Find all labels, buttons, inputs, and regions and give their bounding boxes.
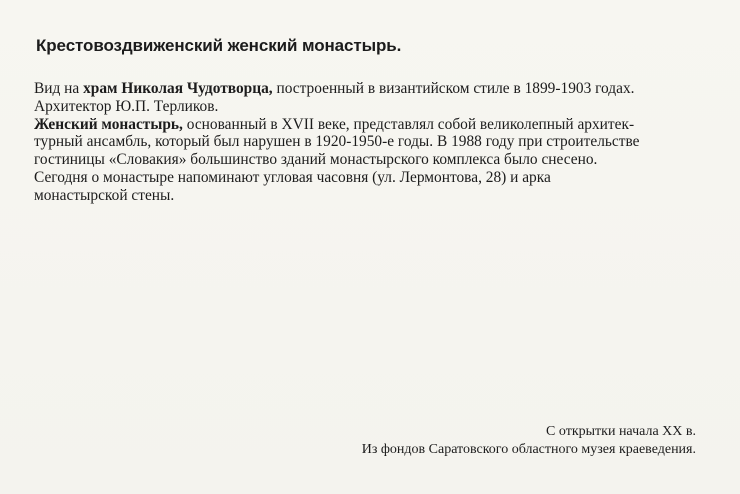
paragraph1-line1	[34, 80, 714, 98]
monastery-name: Женский монастырь,	[34, 115, 183, 133]
paragraph2-line4: Сегодня о монастыре напоминают угловая часовня (ул. Лермонтова, 28) и арка	[34, 168, 551, 186]
church-name: храм Николая Чудотворца,	[83, 80, 273, 97]
paragraph1-prefix: Вид на	[34, 80, 84, 97]
paragraph2-suffix: основанный в XVII веке, представлял собой великолепный архитек-	[182, 115, 635, 133]
paragraph2-line3: гостиницы «Словакия» большинство зданий монастырского комплекса было снесено.	[34, 151, 598, 169]
description-text	[34, 80, 714, 205]
credits	[362, 423, 696, 459]
credit-museum: Из фондов Саратовского областного музея краеведения.	[361, 442, 696, 457]
paragraph1-suffix: построенный в византийском стиле в 1899-1903 годах.	[272, 80, 635, 97]
paragraph1-line2: Архитектор Ю.П. Терликов.	[34, 97, 219, 115]
paragraph2-line2: турный ансамбль, который был нарушен в 1920-1950-е годы. В 1988 году при строительстве	[34, 133, 640, 151]
credit-source: С открытки начала XX в.	[546, 424, 696, 439]
paragraph2-line1	[34, 116, 714, 134]
page-title: Крестовоздвиженский женский монастырь.	[36, 36, 402, 55]
paragraph2-line5: монастырской стены.	[34, 186, 175, 204]
